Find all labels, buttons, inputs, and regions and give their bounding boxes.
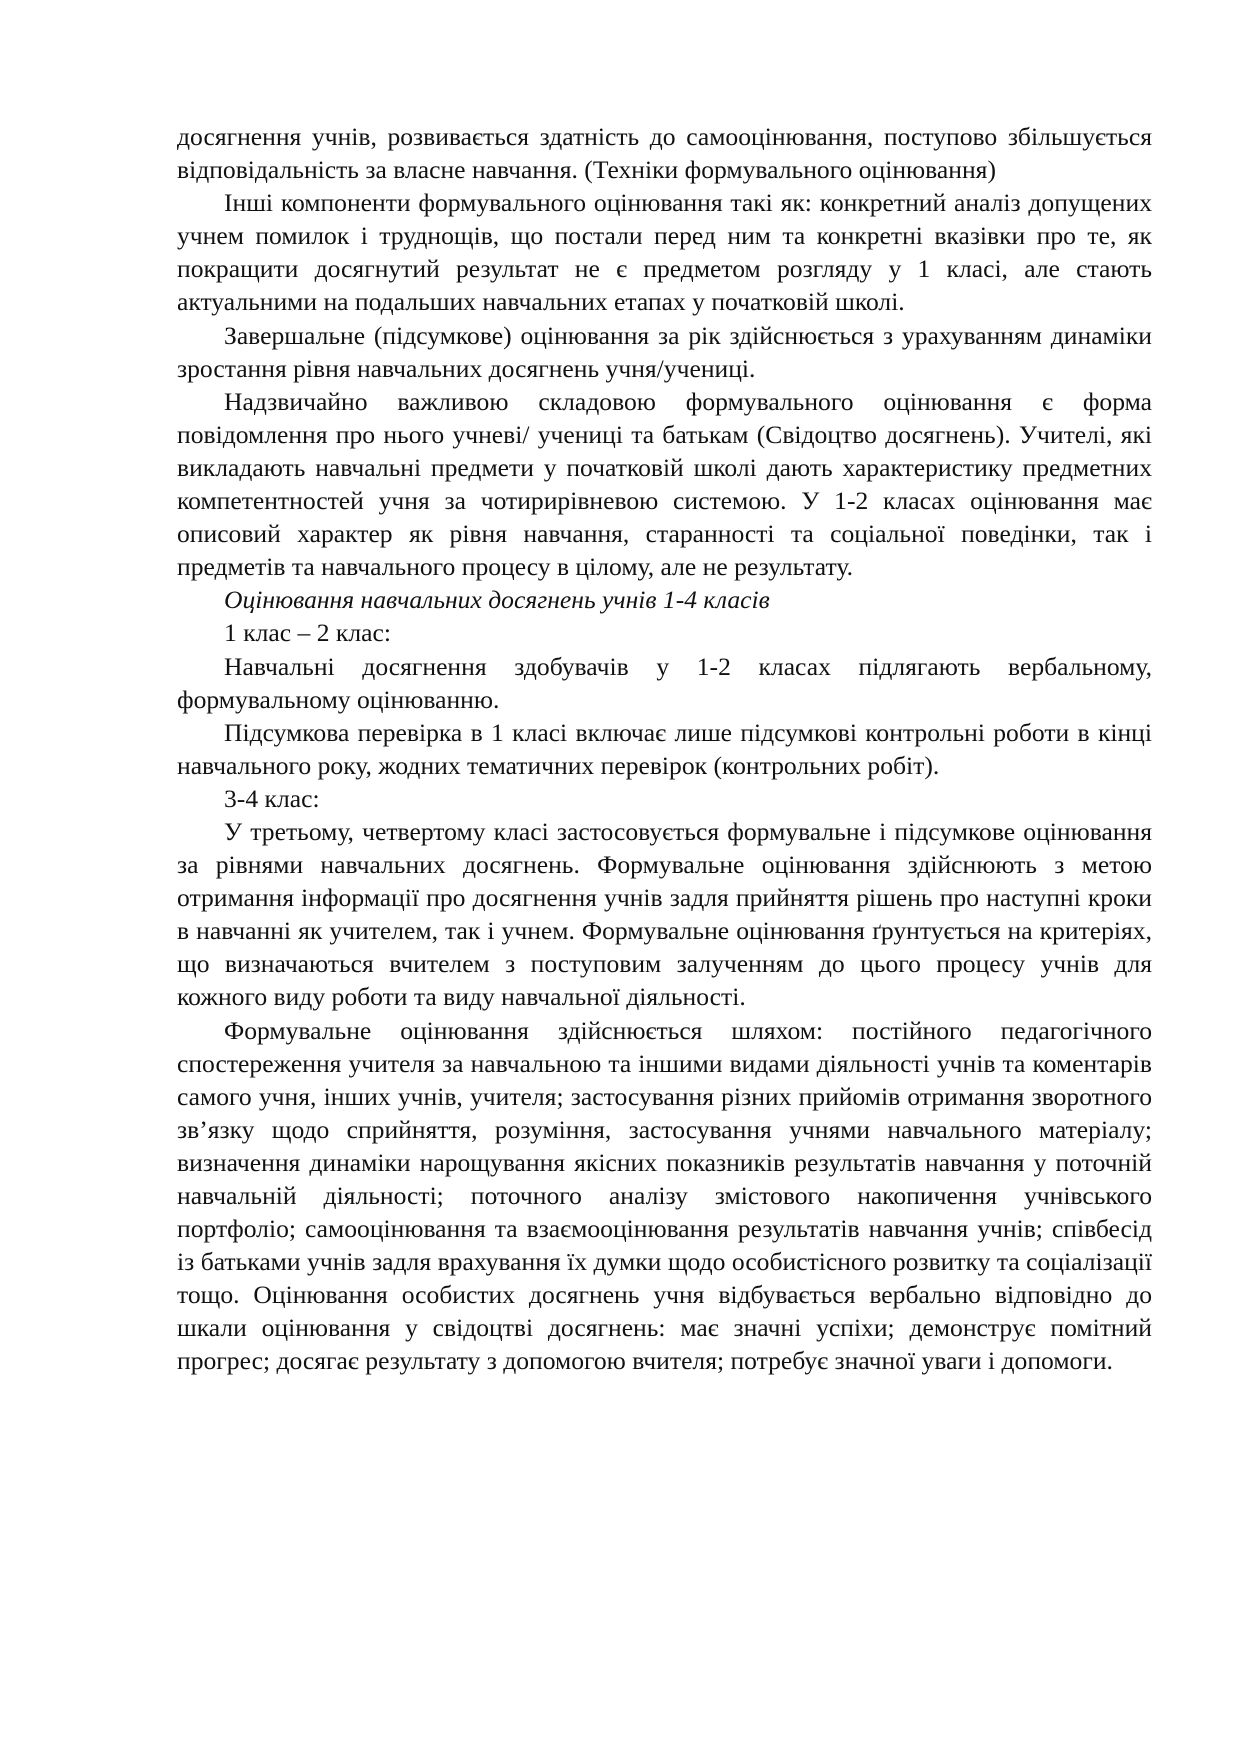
paragraph-grades-1-2-verbal: Навчальні досягнення здобувачів у 1-2 класах підлягають вербальному, формувальному оцінюванню.: [177, 651, 1152, 714]
section-heading-grades-1-4: Оцінювання навчальних досягнень учнів 1-4 класів: [224, 585, 770, 615]
paragraph-grades-3-4-assessment: У третьому, четвертому класі застосовується формувальне і підсумкове оцінювання за рівнями навчальних досягнень. Формувальне оцінювання здійснюють з метою отримання інформації про досягнення учнів задля прийняття рішень про наступні кроки в навчанні як учителем, так і учнем. Формувальне оцінювання ґрунтується на критеріях, що визначаються вчителем з поступовим залученням до цього процесу учнів для кожного виду роботи та виду навчальної діяльності.: [177, 816, 1152, 1012]
paragraph-reporting-form: Надзвичайно важливою складовою формувального оцінювання є форма повідомлення про нього учневі/ учениці та батькам (Свідоцтво досягнень). Учителі, які викладають навчальні предмети у початковій школі дають характеристику предметних компетентностей учня за чотирирівневою системою. У 1-2 класах оцінювання має описовий характер як рівня навчання, старанності та соціальної поведінки, так і предметів та навчального процесу в цілому, але не результату.: [177, 386, 1152, 582]
paragraph-continuation: досягнення учнів, розвивається здатність до самооцінювання, поступово збільшується відповідальність за власне навчання. (Техніки формувального оцінювання): [177, 122, 1152, 185]
paragraph-formative-methods: Формувальне оцінювання здійснюється шляхом: постійного педагогічного спостереження учителя за навчальною та іншими видами діяльності учнів та коментарів самого учня, інших учнів, учителя; застосування різних прийомів отримання зворотного зв’язку щодо сприйняття, розуміння, застосування учнями навчального матеріалу; визначення динаміки нарощування якісних показників результатів навчання у поточній навчальній діяльності; поточного аналізу змістового накопичення учнівського портфоліо; самооцінювання та взаємооцінювання результатів навчання учнів; співбесід із батьками учнів задля врахування їх думки щодо особистісного розвитку та соціалізації тощо. Оцінювання особистих досягнень учня відбувається вербально відповідно до шкали оцінювання у свідоцтві досягнень: має значні успіхи; демонструє помітний прогрес; досягає результату з допомогою вчителя; потребує значної уваги і допомоги.: [177, 1015, 1152, 1376]
paragraph-other-components: Інші компоненти формувального оцінювання такі як: конкретний аналіз допущених учнем помилок і труднощів, що постали перед ним та конкретні вказівки про те, як покращити досягнутий результат не є предметом розгляду у 1 класі, але стають актуальними на подальших навчальних етапах у початковій школі.: [177, 188, 1152, 317]
subheading-grades-1-2: 1 клас – 2 клас:: [224, 618, 391, 648]
document-page: [177, 120, 1152, 1378]
paragraph-final-assessment: Завершальне (підсумкове) оцінювання за рік здійснюється з урахуванням динаміки зростання рівня навчальних досягнень учня/учениці.: [177, 320, 1152, 383]
paragraph-grade-1-final-check: Підсумкова перевірка в 1 класі включає лише підсумкові контрольні роботи в кінці навчального року, жодних тематичних перевірок (контрольних робіт).: [177, 717, 1152, 780]
subheading-grades-3-4: 3-4 клас:: [224, 783, 320, 813]
